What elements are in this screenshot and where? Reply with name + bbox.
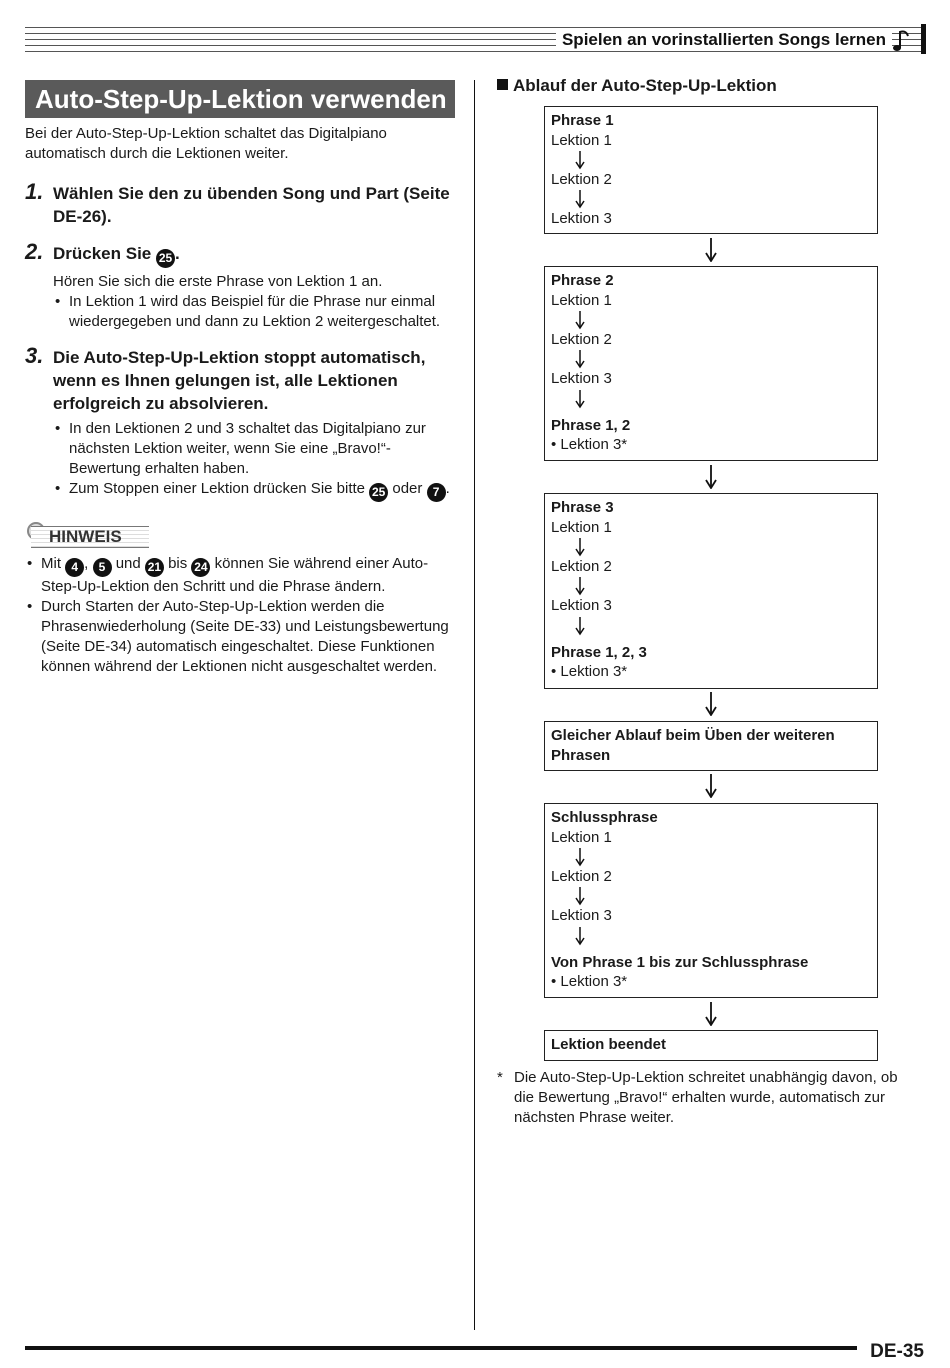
down-arrow-icon bbox=[551, 847, 871, 867]
bullet-text: . bbox=[445, 480, 450, 497]
hint-text: , bbox=[84, 555, 89, 572]
flow-arrow-icon bbox=[704, 1002, 718, 1026]
lesson-label: Lektion 1 bbox=[551, 291, 612, 309]
box-title: Phrase 3 bbox=[551, 499, 614, 516]
step-heading-end: . bbox=[175, 244, 180, 263]
down-arrow-icon bbox=[551, 349, 871, 369]
step-heading: Die Auto-Step-Up-Lektion stoppt automatisch, wenn es Ihnen gelungen ist, alle Lektionen erfolgreich zu absolvieren. bbox=[53, 348, 426, 413]
step-heading: Wählen Sie den zu übenden Song und Part (Seite DE-26). bbox=[53, 184, 450, 226]
step-3 bbox=[25, 343, 455, 502]
lesson-bullet: • Lektion 3* bbox=[551, 436, 628, 454]
header-bar bbox=[921, 24, 926, 54]
box-subtitle: Phrase 1, 2 bbox=[551, 416, 631, 434]
flow-box-phrase-2 bbox=[544, 266, 878, 461]
footer-rule bbox=[25, 1346, 857, 1350]
hinweis-label bbox=[25, 520, 455, 550]
section-title: Auto-Step-Up-Lektion verwenden bbox=[25, 80, 455, 118]
box-title: Schlussphrase bbox=[551, 809, 658, 826]
flow-box-end bbox=[544, 1030, 878, 1061]
hint-text: Mit bbox=[41, 555, 61, 572]
hint-item: • Durch Starten der Auto-Step-Up-Lektion werden die Phrasenwiederholung (Seite DE-33) und Leistungsbewertung (Seite DE-34) automatisch eingeschaltet. Diese Funktionen können während der Lektionen nicht ausgeschaltet werden. bbox=[25, 597, 455, 677]
flow-arrow-icon bbox=[704, 692, 718, 716]
footnote-text: Die Auto-Step-Up-Lektion schreitet unabhängig davon, ob die Bewertung „Bravo!“ erhalten wurde, automatisch zur nächsten Phrase weiter. bbox=[514, 1069, 898, 1126]
hinweis-badge: HINWEIS bbox=[31, 526, 149, 548]
lesson-label: Lektion 1 bbox=[551, 518, 612, 536]
step-number: 3. bbox=[25, 343, 44, 368]
bullet-item bbox=[53, 479, 455, 502]
flow-arrow-icon bbox=[704, 465, 718, 489]
right-column bbox=[497, 76, 917, 96]
intro-text: Bei der Auto-Step-Up-Lektion schaltet das Digitalpiano automatisch durch die Lektionen weiter. bbox=[25, 125, 387, 162]
bullet-item: • In den Lektionen 2 und 3 schaltet das Digitalpiano zur nächsten Lektion weiter, wenn Sie eine „Bravo!“-Bewertung erhalten haben. bbox=[53, 419, 455, 479]
down-arrow-icon bbox=[551, 616, 871, 643]
key-21-icon: 21 bbox=[145, 558, 164, 577]
hint-text: bis bbox=[168, 555, 188, 572]
footnote bbox=[497, 1068, 917, 1128]
bullet-text: oder bbox=[392, 480, 423, 497]
down-arrow-icon bbox=[551, 576, 871, 596]
lesson-bullet: • Lektion 3* bbox=[551, 973, 628, 991]
box-title: Gleicher Ablauf beim Üben der weiteren Phrasen bbox=[551, 727, 835, 764]
down-arrow-icon bbox=[551, 926, 871, 953]
flow-arrow-icon bbox=[704, 774, 718, 798]
step-number: 2. bbox=[25, 239, 44, 264]
key-25-icon: 25 bbox=[369, 483, 388, 502]
music-note-icon bbox=[892, 26, 914, 54]
box-subtitle: Phrase 1, 2, 3 bbox=[551, 643, 647, 661]
down-arrow-icon bbox=[551, 537, 871, 557]
page-number: DE-35 bbox=[870, 1341, 924, 1362]
bullet-item: • In Lektion 1 wird das Beispiel für die Phrase nur einmal wiedergegeben und dann zu Lektion 2 weitergeschaltet. bbox=[53, 292, 455, 332]
key-7-icon: 7 bbox=[427, 483, 446, 502]
key-5-icon: 5 bbox=[93, 558, 112, 577]
flow-box-final-phrase bbox=[544, 803, 878, 998]
footnote-marker: * bbox=[497, 1069, 503, 1086]
lesson-label: Lektion 1 bbox=[551, 828, 612, 846]
lesson-bullet: • Lektion 3* bbox=[551, 663, 628, 681]
down-arrow-icon bbox=[551, 389, 871, 416]
box-title: Lektion beendet bbox=[551, 1036, 667, 1053]
lesson-label: Lektion 2 bbox=[551, 330, 612, 348]
flow-box-repeat bbox=[544, 721, 878, 771]
lesson-label: Lektion 2 bbox=[551, 557, 612, 575]
step-text: Hören Sie sich die erste Phrase von Lektion 1 an. bbox=[53, 273, 383, 290]
lesson-label: Lektion 3 bbox=[551, 209, 612, 227]
lesson-label: Lektion 1 bbox=[551, 131, 612, 149]
step-heading-text: Drücken Sie bbox=[53, 244, 152, 263]
flow-title bbox=[497, 76, 917, 96]
down-arrow-icon bbox=[551, 886, 871, 906]
step-number: 1. bbox=[25, 179, 44, 204]
lesson-label: Lektion 3 bbox=[551, 906, 612, 924]
left-column bbox=[25, 80, 455, 677]
flow-title-text: Ablauf der Auto-Step-Up-Lektion bbox=[513, 76, 777, 95]
box-subtitle: Von Phrase 1 bis zur Schlussphrase bbox=[551, 953, 809, 971]
step-2 bbox=[25, 239, 455, 332]
down-arrow-icon bbox=[551, 310, 871, 330]
lesson-label: Lektion 2 bbox=[551, 170, 612, 188]
hint-item bbox=[25, 554, 455, 597]
down-arrow-icon bbox=[551, 150, 871, 170]
column-divider bbox=[474, 80, 475, 1330]
hint-text: können Sie während einer Auto-Step-Up-Lektion den Schritt und die Phrase ändern. bbox=[41, 555, 429, 595]
box-title: Phrase 1 bbox=[551, 112, 614, 129]
box-title: Phrase 2 bbox=[551, 272, 614, 289]
hint-text: und bbox=[115, 555, 141, 572]
lesson-label: Lektion 3 bbox=[551, 596, 612, 614]
step-heading bbox=[53, 242, 455, 268]
flow-box-phrase-1 bbox=[544, 106, 878, 234]
lesson-label: Lektion 2 bbox=[551, 867, 612, 885]
key-25-icon: 25 bbox=[156, 249, 175, 268]
lesson-label: Lektion 3 bbox=[551, 369, 612, 387]
square-bullet-icon bbox=[497, 79, 508, 90]
header-title: Spielen an vorinstallierten Songs lernen bbox=[556, 30, 892, 50]
flow-box-phrase-3 bbox=[544, 493, 878, 689]
bullet-text: Zum Stoppen einer Lektion drücken Sie bitte bbox=[69, 480, 366, 497]
flow-arrow-icon bbox=[704, 238, 718, 262]
down-arrow-icon bbox=[551, 189, 871, 209]
key-24-icon: 24 bbox=[191, 558, 210, 577]
key-4-icon: 4 bbox=[65, 558, 84, 577]
step-1 bbox=[25, 179, 455, 228]
